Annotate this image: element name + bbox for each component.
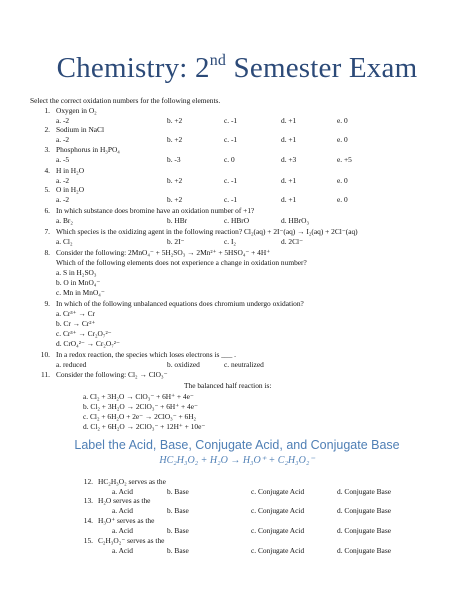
section-equation: HC₂H₃O₂ + H₂O → H₃O⁺ + C₂H₃O₂⁻ [159,455,315,466]
section-heading: Label the Acid, Base, Conjugate Acid, and Conjugate Base [74,438,400,452]
page-title: Chemistry: 2nd Semester Exam [56,52,418,84]
instructions: Select the correct oxidation numbers for the following elements. [30,96,221,105]
